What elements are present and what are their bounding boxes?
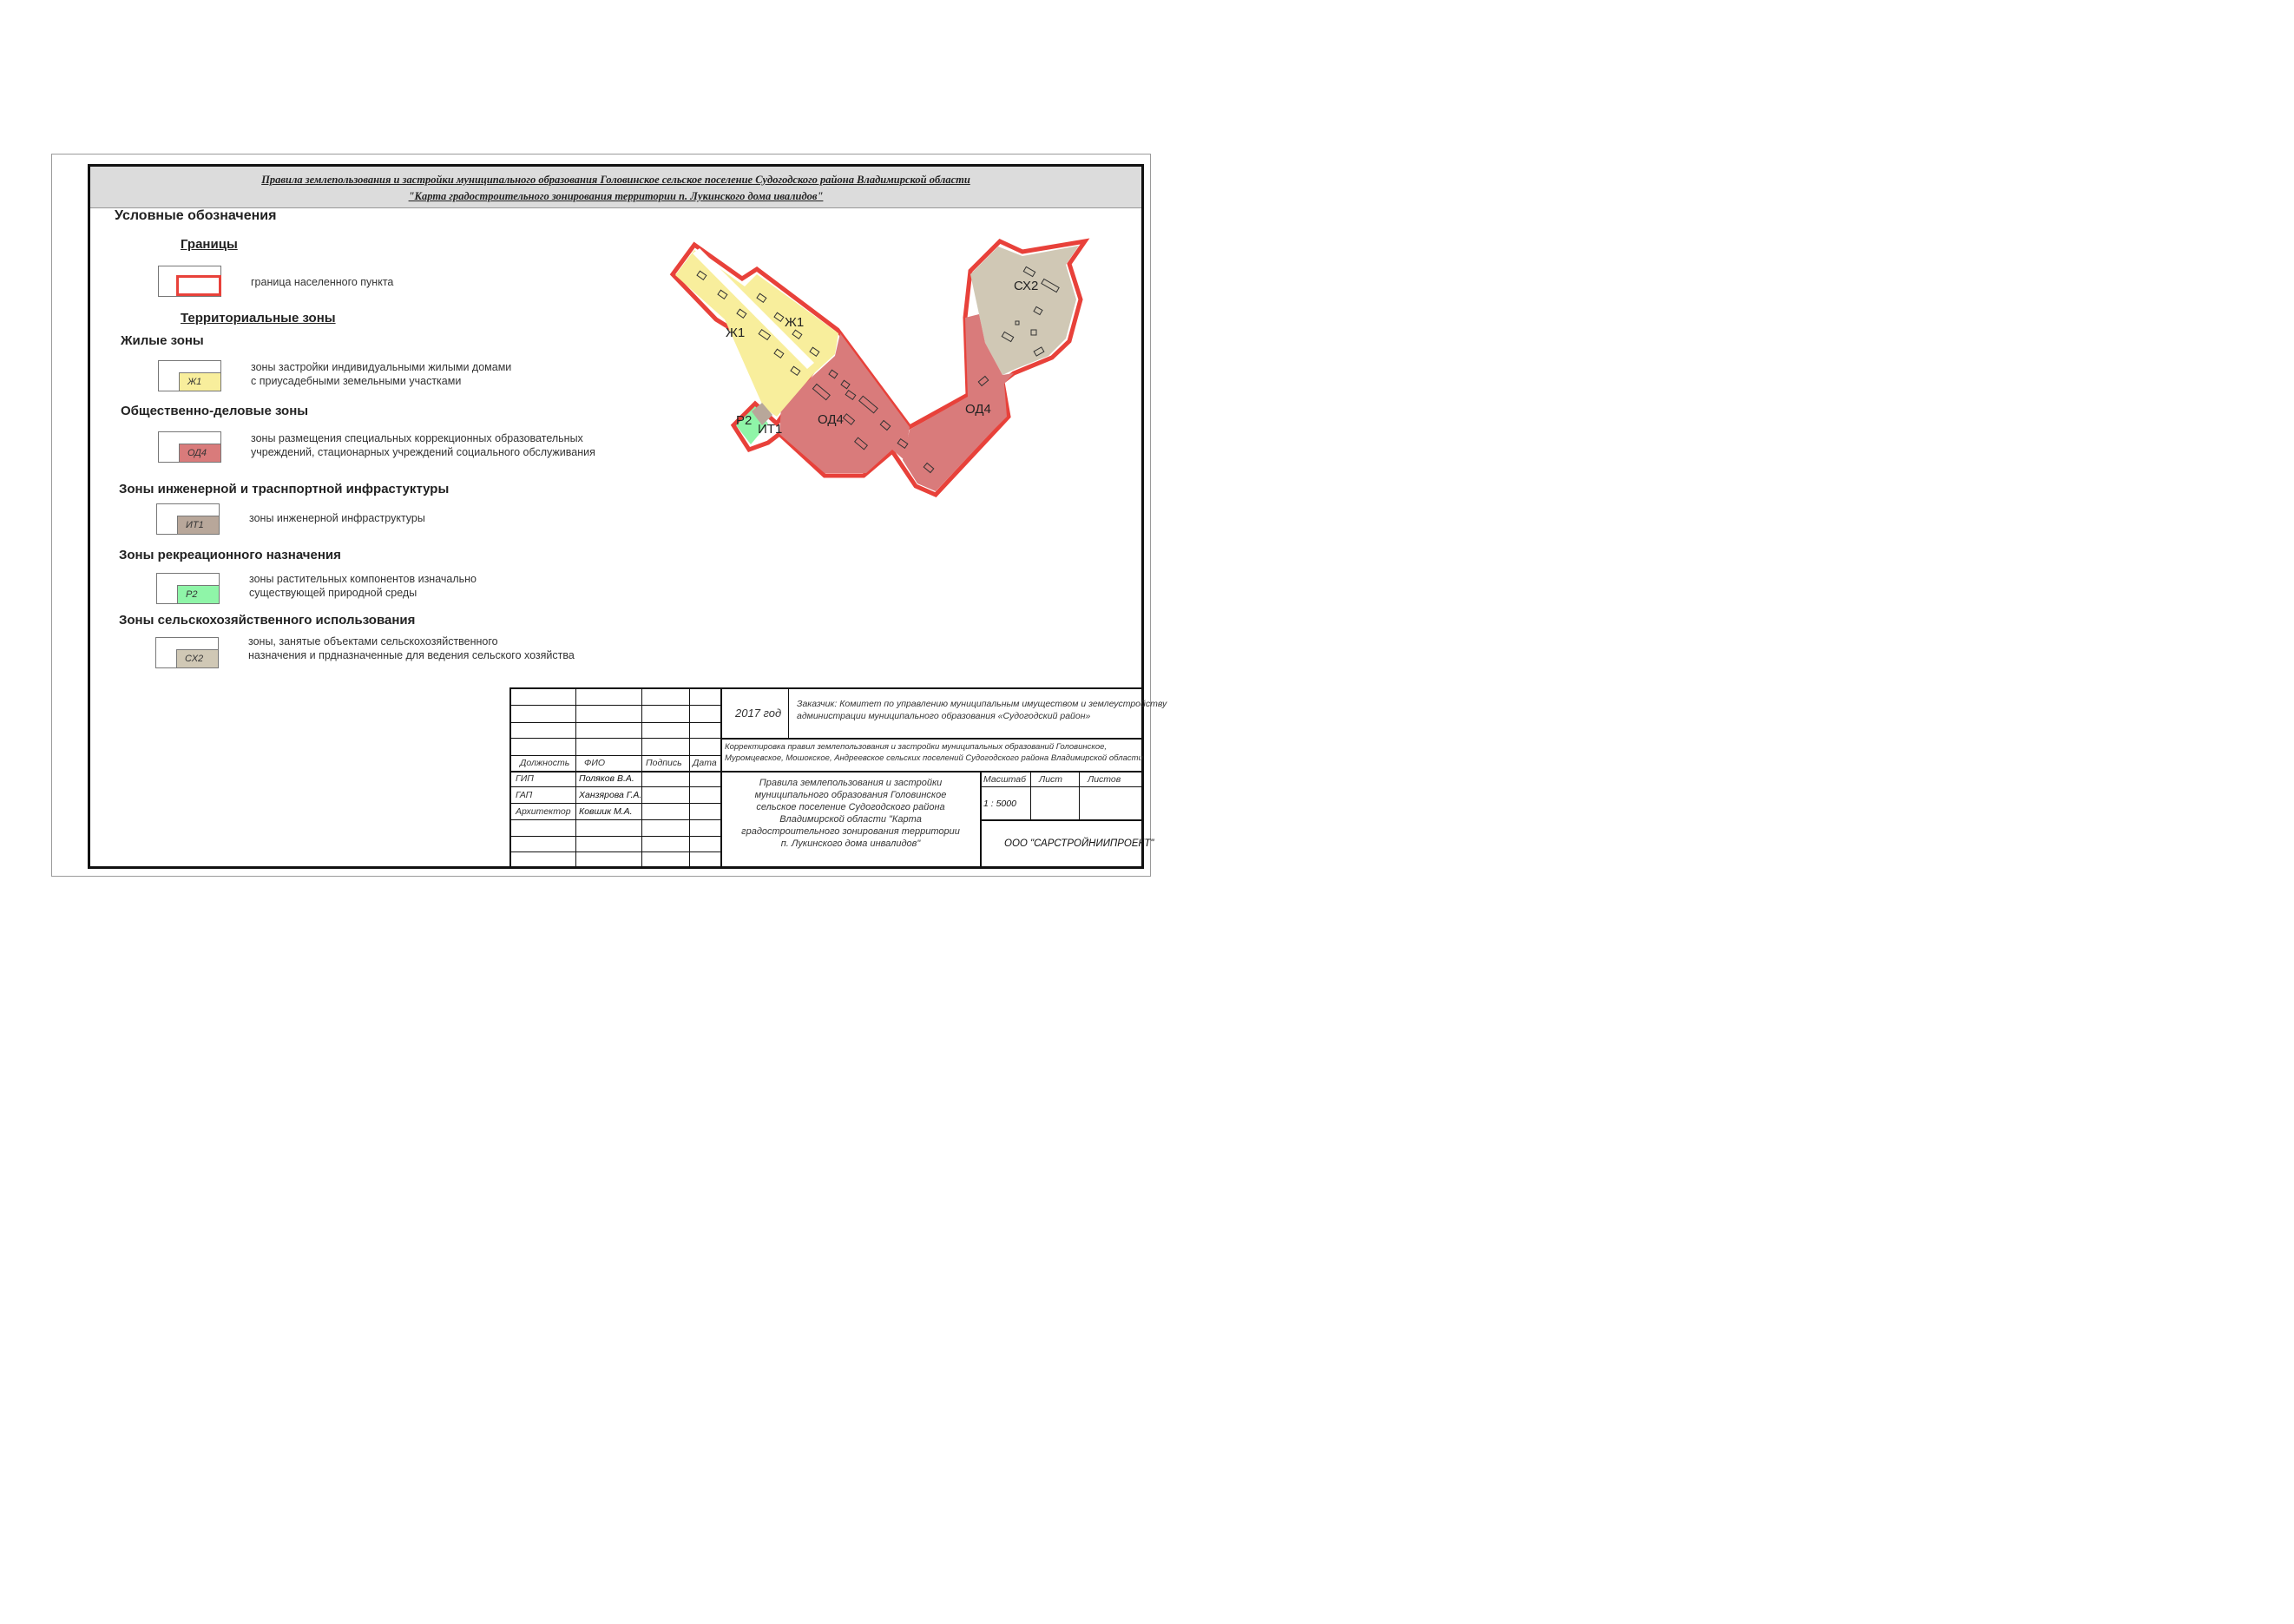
legend-zh1-desc: зоны застройки индивидуальными жилыми домами с приусадебными земельными участками (251, 361, 512, 387)
staff-position-2: ГАП (516, 790, 533, 800)
it1-fill: ИТ1 (177, 516, 219, 534)
group-title-public: Общественно-деловые зоны (121, 404, 309, 418)
staff-position-3: Архитектор (516, 806, 571, 817)
header-line-2: "Карта градостроительного зонирования территории п. Лукинского дома ивалидов" (408, 190, 824, 202)
project-line-1: Корректировка правил землепользования и застройки муниципальных образований Головинское, (725, 742, 1108, 752)
document-title: Правила землепользования и застройки муниципального образования Головинское сельское поселение Судогодского района Владимирской области "Карта градостроительного зонирования территории п. Лукинского дома инвалидов" (741, 778, 960, 849)
r2-fill: Р2 (177, 585, 219, 603)
scale-label: Масштаб (983, 774, 1027, 785)
legend-boundary-desc: граница населенного пункта (251, 276, 394, 288)
customer-line-2: администрации муниципального образования «Судогодский район» (797, 711, 1091, 721)
sx2-fill: СХ2 (176, 649, 218, 667)
company-name: ООО "САРСТРОЙНИИПРОЕКТ" (1004, 838, 1154, 849)
map-label-od4-main: ОД4 (818, 412, 844, 427)
zoning-map (668, 234, 1094, 503)
od4-fill: ОД4 (179, 444, 220, 462)
group-title-agriculture: Зоны сельскохозяйственного использования (119, 613, 416, 628)
sheet-label: Лист (1039, 774, 1063, 785)
col-position: Должность (520, 758, 570, 768)
legend-boundary-swatch (158, 266, 221, 297)
scale-value: 1 : 5000 (983, 799, 1016, 809)
staff-name-1: Поляков В.А. (579, 773, 634, 784)
header-line-1: Правила землепользования и застройки муниципального образования Головинское сельское поселение Судогодского района Владимирской области (261, 174, 970, 186)
zones-title: Территориальные зоны (181, 311, 336, 325)
group-title-infrastructure: Зоны инженерной и траснпортной инфрастуктуры (119, 482, 450, 496)
year: 2017 год (735, 707, 782, 720)
sheet-header (90, 167, 1141, 208)
project-line-2: Муромцевское, Мошокское, Андреевское сельских поселений Судогодского района Владимирской области (725, 753, 1143, 763)
map-label-sx2: СХ2 (1014, 279, 1039, 293)
map-label-zh1-right: Ж1 (785, 315, 805, 330)
legend-r2-desc: зоны растительных компонентов изначально существующей природной среды (249, 573, 477, 599)
boundaries-title: Границы (181, 237, 238, 252)
col-name: ФИО (584, 758, 606, 768)
staff-name-3: Ковшик М.А. (579, 806, 633, 817)
legend-sx2-desc: зоны, занятые объектами сельскохозяйственного назначения и прдназначенные для ведения сельского хозяйства (248, 635, 575, 661)
legend-r2-swatch (156, 573, 220, 604)
legend-od4-desc: зоны размещения специальных коррекционных образовательных учреждений, стационарных учреждений социального обслуживания (251, 432, 595, 458)
legend-od4-swatch (158, 431, 221, 463)
title-block (509, 687, 1167, 867)
group-title-recreation: Зоны рекреационного назначения (119, 548, 341, 562)
map-label-od4-right: ОД4 (965, 402, 991, 417)
zh1-fill: Ж1 (179, 372, 220, 391)
col-date: Дата (693, 758, 717, 768)
group-title-residential: Жилые зоны (121, 333, 204, 348)
col-signature: Подпись (646, 758, 682, 768)
legend-sx2-swatch (155, 637, 219, 668)
customer-line-1: Заказчик: Комитет по управлению муниципальным имуществом и землеустройству (797, 699, 1167, 709)
map-label-r2: Р2 (736, 413, 753, 428)
staff-position-1: ГИП (516, 773, 534, 784)
staff-name-2: Ханзярова Г.А. (579, 790, 642, 800)
legend-it1-swatch (156, 503, 220, 535)
map-label-it1: ИТ1 (758, 422, 783, 437)
legend-it1-desc: зоны инженерной инфраструктуры (249, 512, 425, 524)
map-label-zh1-left: Ж1 (726, 325, 746, 340)
legend-zh1-swatch (158, 360, 221, 391)
sheets-label: Листов (1088, 774, 1121, 785)
legend-title: Условные обозначения (115, 208, 277, 223)
boundary-symbol (176, 275, 221, 296)
